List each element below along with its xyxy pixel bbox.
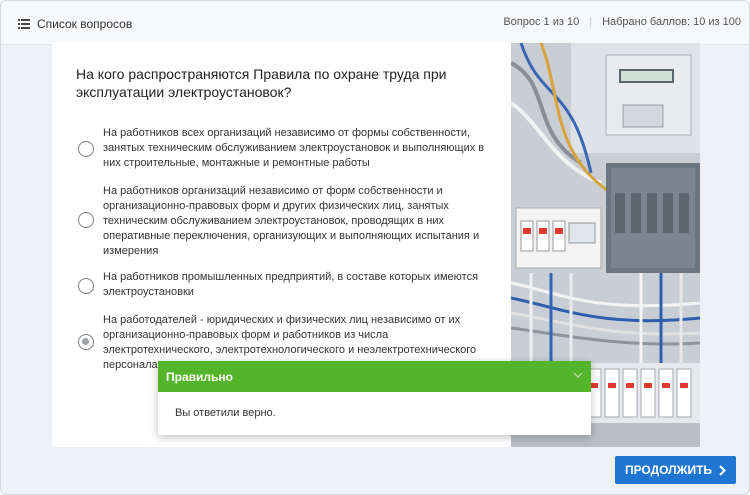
- radio-button[interactable]: [78, 278, 94, 294]
- radio-button[interactable]: [78, 141, 94, 157]
- continue-label: ПРОДОЛЖИТЬ: [624, 463, 713, 477]
- answer-option-3[interactable]: [78, 270, 491, 300]
- question-list-button[interactable]: [18, 16, 132, 32]
- progress-info: [503, 16, 741, 28]
- answer-text: На работников организаций независимо от форм собственности и организационно-правовых форм и других физических лиц, занятых техническим обслуживанием электроустановок, проводящих в них оперативные переключения, организующих и выполняющих испытания и измерения: [103, 185, 480, 257]
- chevron-right-icon: [719, 465, 726, 476]
- feedback-panel: [158, 361, 591, 435]
- feedback-title: Правильно: [166, 370, 233, 384]
- answer-text: На работников всех организаций независимо от формы собственности, занятых техническим обслуживанием электроустановок и выполняющих в них строительные, монтажные и ремонтные работы: [103, 127, 485, 169]
- top-bar: [1, 1, 750, 45]
- chevron-down-icon[interactable]: [573, 371, 583, 379]
- list-icon: [18, 19, 30, 29]
- answer-text: На работников промышленных предприятий, в составе которых имеются электроустановки: [103, 271, 479, 298]
- answer-option-1[interactable]: [78, 126, 491, 171]
- divider: |: [589, 16, 593, 28]
- question-counter: Вопрос 1 из 10: [503, 16, 580, 28]
- radio-button[interactable]: [78, 212, 94, 228]
- question-text: На кого распространяются Правила по охране труда при эксплуатации электроустановок?: [76, 66, 447, 100]
- feedback-header[interactable]: [158, 361, 591, 392]
- continue-button[interactable]: [615, 456, 736, 484]
- answer-text: На работодателей - юридических и физических лиц независимо от их организационно-правовых форм и работников из числа электротехнического, электротехнологического и неэлектротехнического персонала: [103, 314, 477, 371]
- score-label: Набрано баллов: 10 из 100: [602, 16, 741, 28]
- feedback-message: Вы ответили верно.: [175, 407, 276, 419]
- radio-button-selected[interactable]: [78, 334, 94, 350]
- question-list-label: Список вопросов: [37, 17, 133, 31]
- answer-option-2[interactable]: [78, 184, 491, 259]
